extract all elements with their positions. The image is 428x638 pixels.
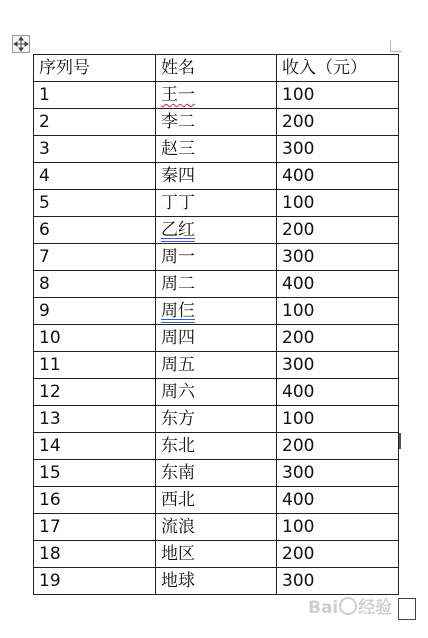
cell-name[interactable]: 李二: [156, 109, 277, 136]
cell-income[interactable]: 200: [277, 217, 399, 244]
table-move-handle-icon[interactable]: [12, 35, 30, 53]
header-cell-income[interactable]: 收入（元）: [277, 55, 399, 82]
table-row: [34, 298, 399, 325]
table-row: [34, 460, 399, 487]
cell-serial[interactable]: 16: [34, 487, 156, 514]
cell-serial[interactable]: 15: [34, 460, 156, 487]
cell-serial[interactable]: 19: [34, 568, 156, 595]
cell-income[interactable]: 400: [277, 379, 399, 406]
income-table: [33, 54, 399, 595]
cell-serial[interactable]: 1: [34, 82, 156, 109]
cell-name[interactable]: 东方: [156, 406, 277, 433]
cell-name[interactable]: 赵三: [156, 136, 277, 163]
watermark-text-right: 经验: [358, 598, 393, 618]
name-text: 周仨: [161, 301, 195, 321]
page-corner-mark: [390, 40, 402, 52]
cell-income[interactable]: 300: [277, 136, 399, 163]
table-row: [34, 514, 399, 541]
cell-name[interactable]: [156, 298, 277, 325]
cell-serial[interactable]: 11: [34, 352, 156, 379]
cell-serial[interactable]: 9: [34, 298, 156, 325]
header-cell-serial[interactable]: 序列号: [34, 55, 156, 82]
cell-name[interactable]: 丁丁: [156, 190, 277, 217]
cell-name[interactable]: 周四: [156, 325, 277, 352]
table-row: [34, 325, 399, 352]
table-row: [34, 541, 399, 568]
cell-name[interactable]: 周六: [156, 379, 277, 406]
table-row: [34, 82, 399, 109]
cell-income[interactable]: 300: [277, 460, 399, 487]
cell-income[interactable]: 100: [277, 406, 399, 433]
table-row: [34, 244, 399, 271]
cell-serial[interactable]: 3: [34, 136, 156, 163]
cell-name[interactable]: 秦四: [156, 163, 277, 190]
cell-income[interactable]: 300: [277, 568, 399, 595]
cell-serial[interactable]: 6: [34, 217, 156, 244]
table-row: [34, 271, 399, 298]
cell-income[interactable]: 200: [277, 541, 399, 568]
cell-serial[interactable]: 4: [34, 163, 156, 190]
name-text: 乙红: [161, 220, 195, 240]
name-text: 王一: [161, 85, 195, 105]
cell-name[interactable]: 地区: [156, 541, 277, 568]
table-row: [34, 487, 399, 514]
cell-income[interactable]: 100: [277, 190, 399, 217]
text-cursor-mark: [399, 433, 401, 449]
table-row: [34, 406, 399, 433]
cell-name[interactable]: 西北: [156, 487, 277, 514]
cell-name[interactable]: 周五: [156, 352, 277, 379]
cell-name[interactable]: 东北: [156, 433, 277, 460]
watermark: [308, 593, 392, 618]
overlay-box: [398, 598, 416, 620]
cell-serial[interactable]: 7: [34, 244, 156, 271]
cell-name[interactable]: [156, 82, 277, 109]
table-row: [34, 433, 399, 460]
table-row: [34, 217, 399, 244]
cell-serial[interactable]: 5: [34, 190, 156, 217]
cell-serial[interactable]: 8: [34, 271, 156, 298]
cell-serial[interactable]: 13: [34, 406, 156, 433]
cell-income[interactable]: 200: [277, 109, 399, 136]
cell-income[interactable]: 200: [277, 325, 399, 352]
paw-logo-icon: [339, 597, 357, 615]
cell-income[interactable]: 100: [277, 298, 399, 325]
cell-name[interactable]: 周二: [156, 271, 277, 298]
cell-serial[interactable]: 17: [34, 514, 156, 541]
cell-serial[interactable]: 2: [34, 109, 156, 136]
cell-serial[interactable]: 18: [34, 541, 156, 568]
cell-income[interactable]: 400: [277, 163, 399, 190]
cell-serial[interactable]: 10: [34, 325, 156, 352]
table-row: [34, 352, 399, 379]
header-cell-name[interactable]: 姓名: [156, 55, 277, 82]
cell-income[interactable]: 100: [277, 82, 399, 109]
table-header-row: [34, 55, 399, 82]
table-row: [34, 136, 399, 163]
table-row: [34, 568, 399, 595]
cell-income[interactable]: 300: [277, 244, 399, 271]
cell-name[interactable]: [156, 217, 277, 244]
table-row: [34, 190, 399, 217]
cell-income[interactable]: 100: [277, 514, 399, 541]
cell-name[interactable]: 东南: [156, 460, 277, 487]
table-row: [34, 379, 399, 406]
cell-serial[interactable]: 14: [34, 433, 156, 460]
cell-income[interactable]: 300: [277, 352, 399, 379]
watermark-text-left: Bai: [308, 598, 339, 618]
table-row: [34, 163, 399, 190]
cell-name[interactable]: 周一: [156, 244, 277, 271]
table-row: [34, 109, 399, 136]
cell-income[interactable]: 400: [277, 487, 399, 514]
cell-name[interactable]: 地球: [156, 568, 277, 595]
cell-income[interactable]: 400: [277, 271, 399, 298]
cell-serial[interactable]: 12: [34, 379, 156, 406]
cell-name[interactable]: 流浪: [156, 514, 277, 541]
cell-income[interactable]: 200: [277, 433, 399, 460]
